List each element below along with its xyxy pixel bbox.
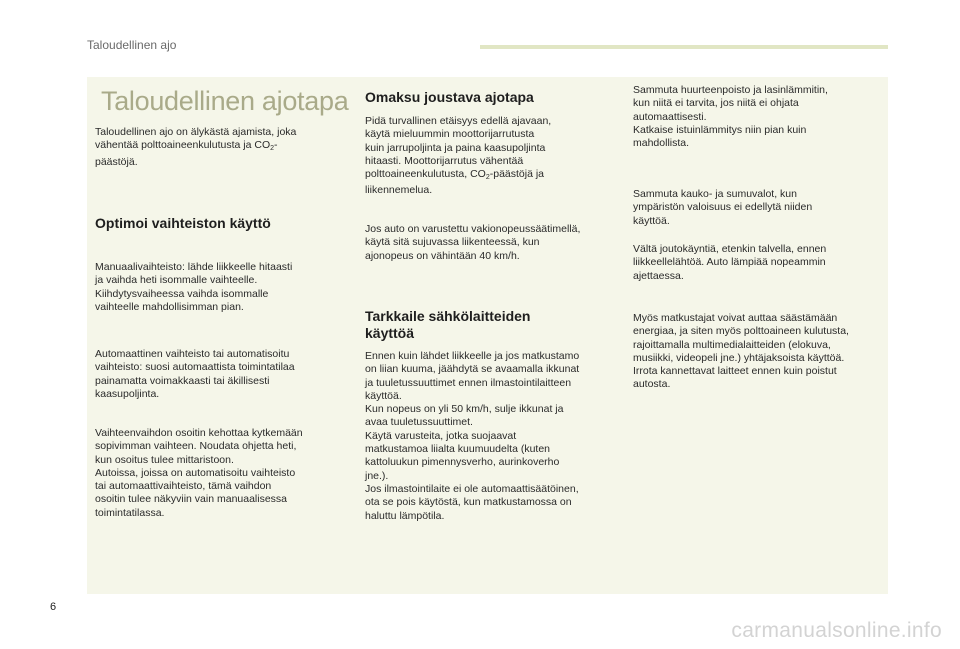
- section2-heading: Omaksu joustava ajotapa: [365, 89, 534, 105]
- intro-subscript: 2: [270, 145, 275, 153]
- header-accent-bar: [480, 45, 888, 49]
- intro-text-before: Taloudellinen ajo on älykästä ajamista, joka vähentää polttoaineenkulutusta ja CO: [95, 126, 297, 152]
- column3-paragraph-3: Vältä joutokäyntiä, etenkin talvella, ennen liikkeellelähtöä. Auto lämpiää nopeammin ajettaessa.: [633, 243, 827, 282]
- running-header-title: Taloudellinen ajo: [87, 38, 177, 52]
- content-panel: [87, 77, 888, 594]
- section1-paragraph-3: Vaihteenvaihdon osoitin kehottaa kytkemään sopivimman vaihteen. Noudata ohjetta heti, kun osoitus tulee mittaristoon. Autoissa, joissa on automatisoitu vaihteisto tai automaattivaihteisto, tämä vaihdon osoitin tulee näkyviin vain manuaalisessa toimintatilassa.: [95, 427, 303, 519]
- column3-paragraph-2: Sammuta kauko- ja sumuvalot, kun ympäristön valoisuus ei edellytä niiden käyttöä.: [633, 188, 813, 227]
- section1-paragraph-1: Manuaalivaihteisto: lähde liikkeelle hitaasti ja vaihda heti isommalle vaihteelle. Kiihdytysvaiheessa vaihda isommalle vaihteelle mahdollisimman pian.: [95, 261, 293, 313]
- page-title: Taloudellinen ajotapa: [101, 86, 349, 116]
- section3-heading: Tarkkaile sähkölaitteiden käyttöä: [365, 308, 531, 341]
- page-number: 6: [50, 601, 57, 613]
- intro-paragraph: [95, 126, 296, 169]
- section2-paragraph-1: [365, 115, 551, 198]
- section3-paragraph-1: Ennen kuin lähdet liikkeelle ja jos matkustamo on liian kuuma, jäähdytä se avaamalla ikkunat ja tuuletussuuttimet ennen ilmastointilaitteen käyttöä. Kun nopeus on yli 50 km/h, sulje ikkunat ja avaa tuuletussuuttimet. Käytä varusteita, jotka suojaavat matkustamoa liialta kuumuudelta (kuten kattoluukun pimennysverho, aurinkoverho jne.). Jos ilmastointilaite ei ole automaattisäätöinen, ota se pois käytöstä, kun matkustamossa on haluttu lämpötila.: [365, 350, 580, 522]
- section2-text-before: Pidä turvallinen etäisyys edellä ajavaan, käytä mieluummin moottorijarrutusta kuin jarrupoljinta ja paina kaasupoljinta hitaasti. Moottorijarrutus vähentää polttoaineenkulutusta, CO: [365, 115, 552, 181]
- section2-paragraph-2: Jos auto on varustettu vakionopeussäätimellä, käytä sitä sujuvassa liikenteessä, kun ajonopeus on vähintään 40 km/h.: [365, 223, 581, 262]
- section2-text-after: -päästöjä ja liikennemelua.: [365, 168, 545, 197]
- column3-paragraph-1: Sammuta huurteenpoisto ja lasinlämmitin, kun niitä ei tarvita, jos niitä ei ohjata automaattisesti. Katkaise istuinlämmitys niin pian kuin mahdollista.: [633, 84, 828, 150]
- section1-heading: Optimoi vaihteiston käyttö: [95, 215, 271, 231]
- section2-subscript: 2: [485, 174, 490, 182]
- column3-paragraph-4: Myös matkustajat voivat auttaa säästämään energiaa, ja siten myös polttoaineen kulutusta, rajoittamalla multimedialaitteiden (elokuva, musiikki, videopeli jne.) yhtäjaksoista käyttöä. Irrota kannettavat laitteet ennen kuin poistut autosta.: [633, 312, 849, 391]
- section1-paragraph-2: Automaattinen vaihteisto tai automatisoitu vaihteisto: suosi automaattista toimintatilaa painamatta voimakkaasti tai äkillisesti kaasupoljinta.: [95, 348, 295, 400]
- watermark: carmanualsonline.info: [731, 619, 942, 642]
- intro-text-after: - päästöjä.: [95, 139, 278, 168]
